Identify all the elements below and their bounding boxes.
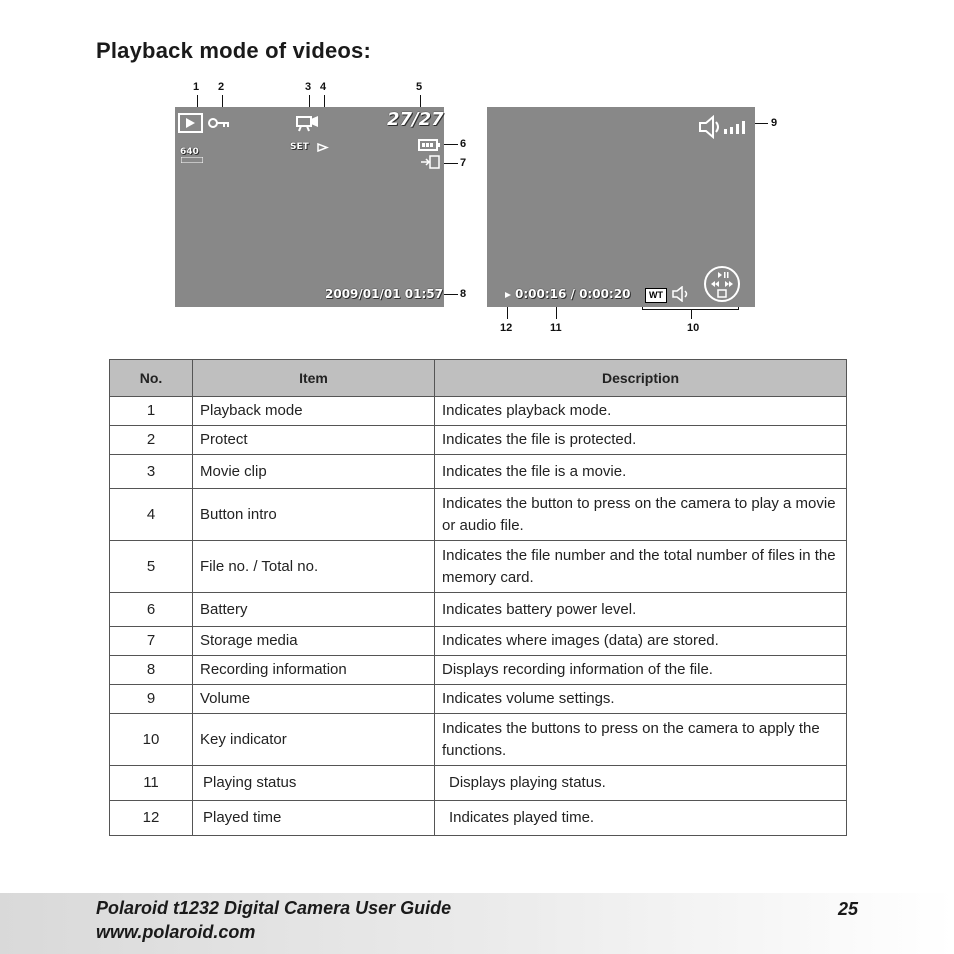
key-indicator-dpad-icon bbox=[703, 265, 741, 303]
row-no: 2 bbox=[110, 426, 193, 455]
row-description: Indicates played time. bbox=[435, 801, 847, 836]
callout-5: 5 bbox=[416, 81, 423, 93]
row-no: 7 bbox=[110, 627, 193, 656]
row-description: Displays playing status. bbox=[435, 766, 847, 801]
row-item: Movie clip bbox=[193, 455, 435, 489]
resolution-label: 640 bbox=[180, 147, 199, 157]
set-button-label: SET bbox=[290, 142, 309, 152]
row-description: Indicates the file number and the total number of files in the memory card. bbox=[435, 541, 847, 593]
row-no: 3 bbox=[110, 455, 193, 489]
movie-resolution-icon bbox=[181, 157, 203, 163]
callout-8: 8 bbox=[460, 288, 467, 300]
callout-11: 11 bbox=[550, 322, 562, 334]
callout-10: 10 bbox=[687, 322, 700, 334]
row-description: Displays recording information of the file. bbox=[435, 656, 847, 685]
row-no: 12 bbox=[110, 801, 193, 836]
recording-datetime: 2009/01/01 01:57 bbox=[325, 287, 443, 301]
table-row bbox=[110, 714, 847, 766]
played-time: 0:00:16 / 0:00:20 bbox=[515, 287, 631, 301]
table-header-row bbox=[110, 360, 847, 397]
page-title: Playback mode of videos: bbox=[96, 38, 371, 63]
movie-clip-icon bbox=[296, 114, 320, 132]
column-header-description: Description bbox=[435, 360, 847, 397]
table-row bbox=[110, 397, 847, 426]
playback-screen-video bbox=[487, 107, 755, 307]
file-counter: 27/27 bbox=[387, 109, 444, 130]
callout-9: 9 bbox=[771, 117, 778, 129]
page-number: 25 bbox=[838, 899, 859, 919]
table-row bbox=[110, 426, 847, 455]
playback-screen-info bbox=[175, 107, 444, 307]
row-description: Indicates the file is a movie. bbox=[435, 455, 847, 489]
callout-12: 12 bbox=[500, 322, 513, 334]
column-header-item: Item bbox=[193, 360, 435, 397]
protect-key-icon bbox=[208, 117, 230, 129]
row-item: Storage media bbox=[193, 627, 435, 656]
row-description: Indicates battery power level. bbox=[435, 593, 847, 627]
table-row bbox=[110, 627, 847, 656]
row-no: 8 bbox=[110, 656, 193, 685]
row-no: 10 bbox=[110, 714, 193, 766]
speaker-icon bbox=[672, 286, 690, 302]
guide-title: Polaroid t1232 Digital Camera User Guide bbox=[96, 898, 452, 918]
table-row bbox=[110, 541, 847, 593]
playback-mode-icon bbox=[178, 113, 203, 133]
table-row bbox=[110, 685, 847, 714]
callout-6: 6 bbox=[460, 138, 467, 150]
callout-1: 1 bbox=[193, 81, 200, 93]
leader-line bbox=[442, 163, 458, 164]
callout-4: 4 bbox=[320, 81, 327, 93]
row-no: 5 bbox=[110, 541, 193, 593]
row-item: File no. / Total no. bbox=[193, 541, 435, 593]
row-no: 4 bbox=[110, 489, 193, 541]
row-description: Indicates where images (data) are stored. bbox=[435, 627, 847, 656]
row-no: 11 bbox=[110, 766, 193, 801]
table-row bbox=[110, 593, 847, 627]
items-table bbox=[109, 359, 847, 836]
storage-media-icon bbox=[421, 155, 441, 169]
play-arrow-icon bbox=[317, 143, 329, 152]
row-description: Indicates playback mode. bbox=[435, 397, 847, 426]
row-no: 1 bbox=[110, 397, 193, 426]
table-row bbox=[110, 801, 847, 836]
row-item: Protect bbox=[193, 426, 435, 455]
wt-zoom-label: WT bbox=[645, 288, 667, 303]
row-item: Playing status bbox=[193, 766, 435, 801]
row-description: Indicates the buttons to press on the camera to apply the functions. bbox=[435, 714, 847, 766]
battery-icon bbox=[418, 139, 441, 151]
table-row bbox=[110, 766, 847, 801]
row-item: Played time bbox=[193, 801, 435, 836]
row-item: Volume bbox=[193, 685, 435, 714]
row-item: Playback mode bbox=[193, 397, 435, 426]
playing-status-icon bbox=[504, 291, 512, 299]
row-no: 6 bbox=[110, 593, 193, 627]
table-row bbox=[110, 656, 847, 685]
callout-7: 7 bbox=[460, 157, 467, 169]
row-item: Recording information bbox=[193, 656, 435, 685]
leader-line bbox=[442, 144, 458, 145]
row-description: Indicates the button to press on the camera to play a movie or audio file. bbox=[435, 489, 847, 541]
callout-2: 2 bbox=[218, 81, 225, 93]
row-item: Button intro bbox=[193, 489, 435, 541]
column-header-no: No. bbox=[110, 360, 193, 397]
row-description: Indicates volume settings. bbox=[435, 685, 847, 714]
row-item: Battery bbox=[193, 593, 435, 627]
row-no: 9 bbox=[110, 685, 193, 714]
table-row bbox=[110, 455, 847, 489]
leader-line bbox=[691, 309, 692, 319]
row-item: Key indicator bbox=[193, 714, 435, 766]
table-row bbox=[110, 489, 847, 541]
callout-3: 3 bbox=[305, 81, 312, 93]
website-link[interactable]: www.polaroid.com bbox=[96, 922, 256, 942]
row-description: Indicates the file is protected. bbox=[435, 426, 847, 455]
volume-level-icon bbox=[698, 115, 750, 139]
